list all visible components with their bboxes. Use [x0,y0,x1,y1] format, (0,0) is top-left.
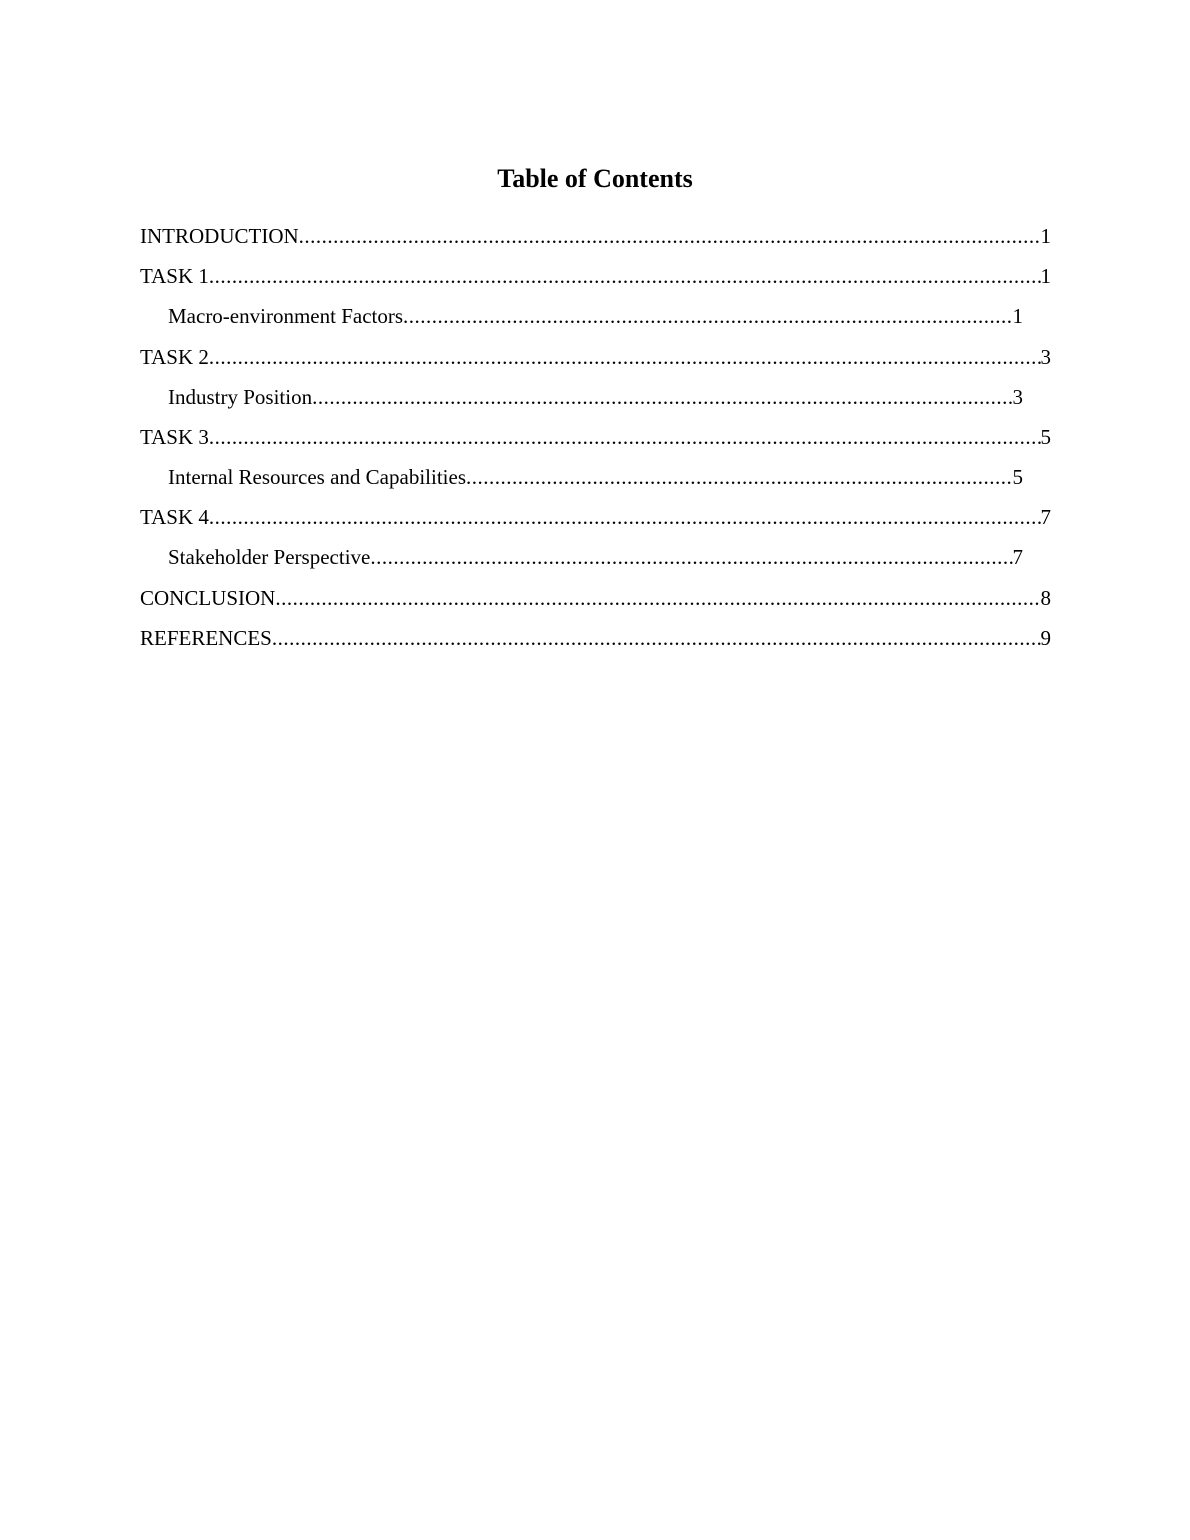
toc-entry-label: REFERENCES [140,626,272,650]
toc-page-number: 1 [1012,304,1023,328]
toc-entry-task-4[interactable] [140,503,1051,531]
toc-entry-task-2[interactable] [140,343,1051,371]
toc-leader-dots [209,262,1041,290]
toc-leader-dots [209,343,1041,371]
toc-page-number: 3 [1012,385,1023,409]
toc-page-number: 8 [1040,586,1051,610]
toc-leader-dots [403,302,1012,330]
toc-entry-internal-resources[interactable] [168,463,1023,491]
toc-page-number: 7 [1040,505,1051,529]
toc-leader-dots [209,423,1041,451]
toc-page-number: 9 [1040,626,1051,650]
toc-entry-label: TASK 3 [140,425,209,449]
toc-entry-label: Internal Resources and Capabilities [168,465,466,489]
toc-entry-introduction[interactable] [140,222,1051,250]
toc-entry-industry-position[interactable] [168,383,1023,411]
toc-entry-conclusion[interactable] [140,584,1051,612]
toc-page-number: 5 [1040,425,1051,449]
toc-leader-dots [209,503,1041,531]
toc-page-number: 7 [1012,545,1023,569]
toc-entry-references[interactable] [140,624,1051,652]
toc-leader-dots [272,624,1041,652]
toc-leader-dots [275,584,1040,612]
toc-entry-task-3[interactable] [140,423,1051,451]
toc-entry-label: TASK 1 [140,264,209,288]
toc-leader-dots [312,383,1012,411]
toc-page-number: 3 [1040,345,1051,369]
toc-page-number: 5 [1012,465,1023,489]
toc-entry-label: CONCLUSION [140,586,276,610]
toc-entry-label: TASK 2 [140,345,209,369]
toc-entry-label: TASK 4 [140,505,209,529]
toc-entry-stakeholder-perspective[interactable] [168,543,1023,571]
toc-leader-dots [299,222,1041,250]
toc-leader-dots [466,463,1013,491]
toc-page-number: 1 [1040,264,1051,288]
toc-entry-task-1[interactable] [140,262,1051,290]
toc-title: Table of Contents [497,164,693,193]
toc-entry-label: Stakeholder Perspective [168,545,371,569]
toc-leader-dots [370,543,1012,571]
toc-entry-label: INTRODUCTION [140,224,299,248]
toc-entry-macro-environment-factors[interactable] [168,302,1023,330]
toc-entry-label: Macro-environment Factors [168,304,404,328]
toc-page-number: 1 [1040,224,1051,248]
toc-entry-label: Industry Position [168,385,313,409]
